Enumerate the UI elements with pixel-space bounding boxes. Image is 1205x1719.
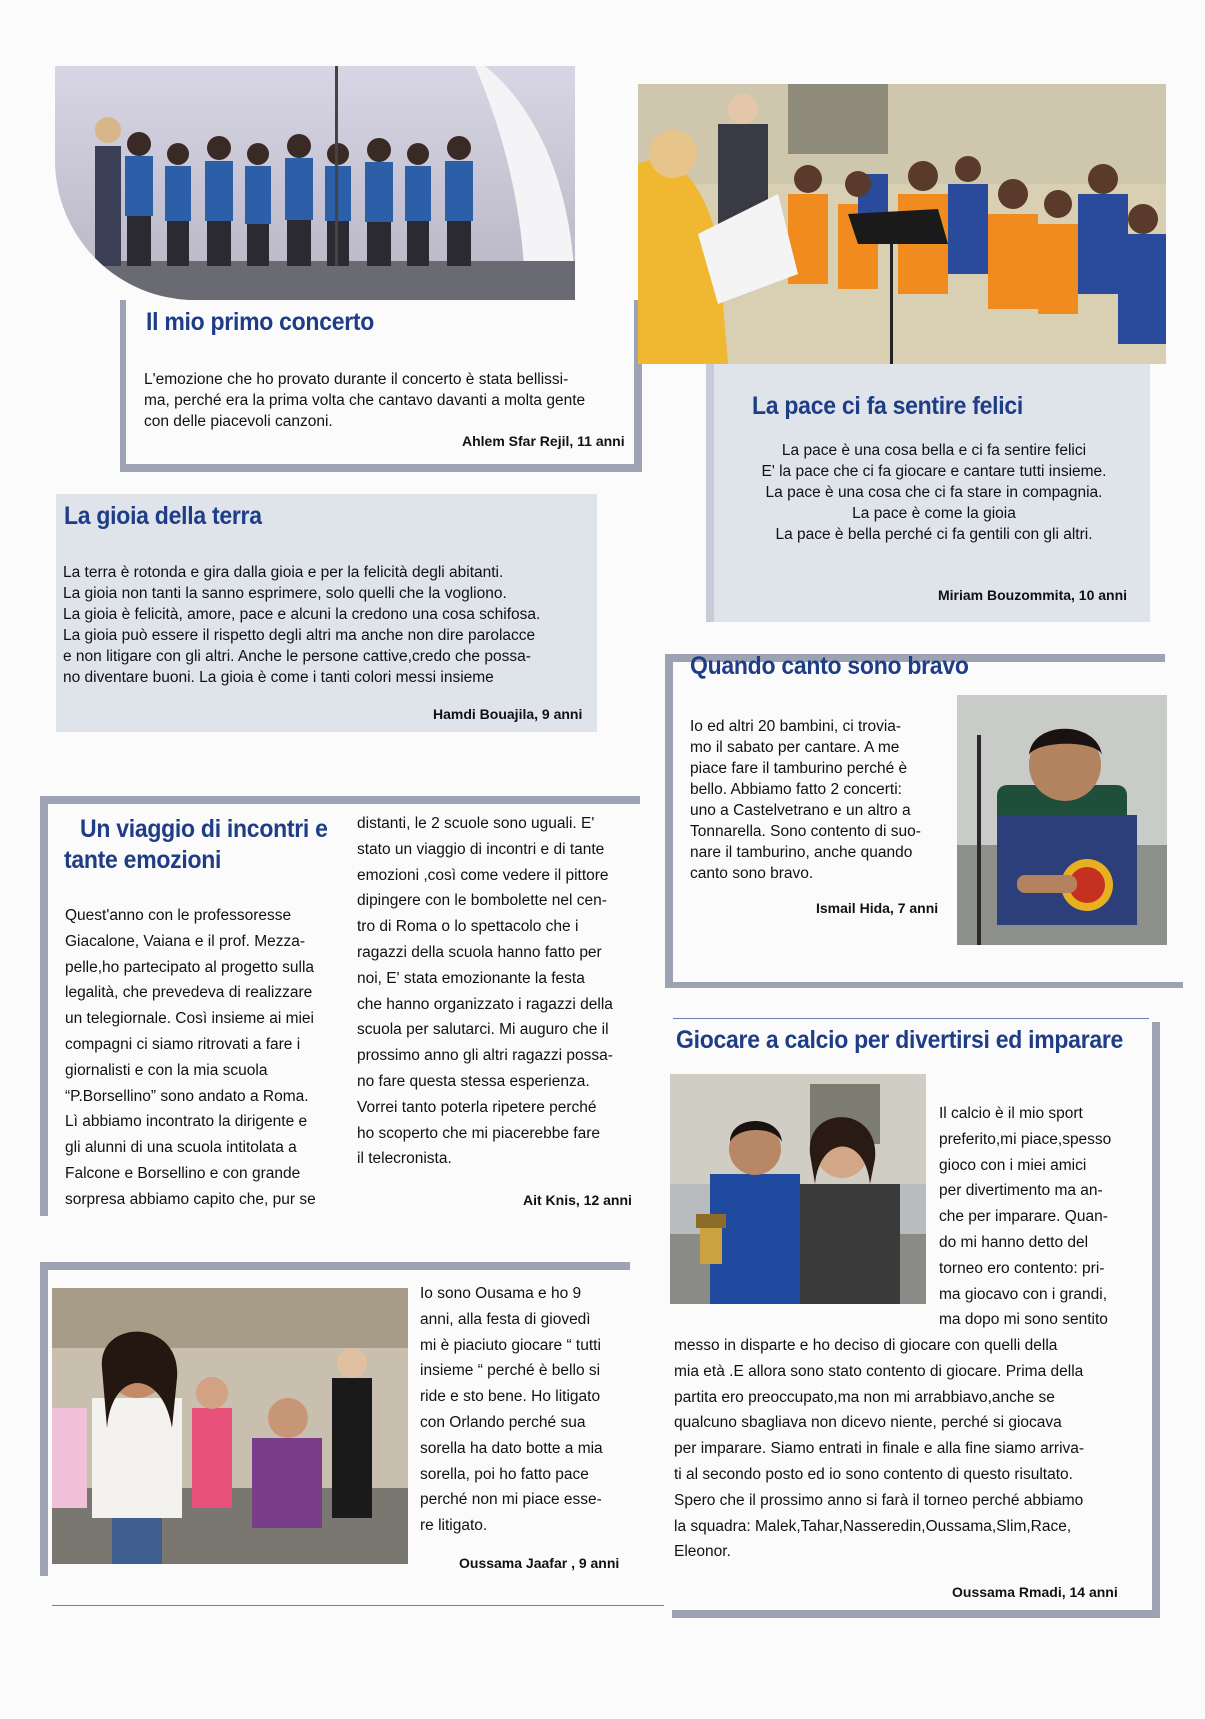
text-line: il telecronista. — [357, 1150, 452, 1168]
text-line: pelle,ho partecipato al progetto sulla — [65, 958, 315, 976]
text-line: Vorrei tanto poterla ripetere perché — [357, 1098, 597, 1116]
text-line: anni, alla festa di giovedì — [420, 1310, 591, 1328]
text-line: sorpresa abbiamo capito che, pur se — [65, 1190, 316, 1208]
text-line: E' la pace che ci fa giocare e cantare tutti insieme. — [761, 463, 1107, 480]
text-line: La gioia è felicità, amore, pace e alcuni la credono una cosa schifosa. — [63, 606, 541, 623]
text-line: ho scoperto che mi piacerebbe fare — [357, 1124, 600, 1142]
text-line: “P.Borsellino” sono andato a Roma. — [65, 1087, 309, 1105]
text-line: canto sono bravo. — [690, 865, 814, 882]
text-line: stato un viaggio di incontri e di tante — [357, 840, 605, 858]
text-line: Io ed altri 20 bambini, ci trovia- — [690, 718, 902, 735]
text-line: La pace è bella perché ci fa gentili con gli altri. — [775, 526, 1093, 543]
text-line: qualcuno sbagliava non dicevo niente, perché si giocava — [674, 1414, 1062, 1432]
article-canto-author: Ismail Hida, 7 anni — [816, 900, 939, 916]
text-line: L'emozione che ho provato durante il concerto è stata bellissi- — [144, 371, 569, 388]
text-line: torneo ero contento: pri- — [939, 1259, 1105, 1277]
text-line: per imparare. Siamo entrati in finale e alla fine siamo arriva- — [674, 1440, 1085, 1458]
article-viaggio-col1 — [65, 903, 347, 1213]
text-line: re litigato. — [420, 1517, 488, 1535]
text-line: ma giocavo con i grandi, — [939, 1285, 1108, 1303]
festa-children-photo — [52, 1288, 408, 1564]
text-line: La pace è come la gioia — [852, 505, 1016, 522]
text-line: partita ero preoccupato,ma non mi arrabbiavo,anche se — [674, 1388, 1055, 1406]
text-line: con Orlando perché sua — [420, 1413, 586, 1431]
article-viaggio-author: Ait Knis, 12 anni — [523, 1192, 632, 1208]
text-line: La pace è una cosa che ci fa stare in compagnia. — [765, 484, 1103, 501]
text-line: la squadra: Malek,Tahar,Nasseredin,Oussama,Slim,Race, — [674, 1517, 1072, 1535]
article-canto-bottom-line — [673, 982, 1183, 988]
text-line: Spero che il prossimo anno si farà il torneo perché abbiamo — [674, 1491, 1084, 1509]
article-viaggio-title-line1: Un viaggio di incontri e — [80, 815, 328, 843]
text-line: legalità, che prevedeva di realizzare — [65, 984, 313, 1002]
text-line: Io sono Ousama e ho 9 — [420, 1285, 582, 1302]
article-gioia-title: La gioia della terra — [64, 502, 262, 530]
text-line: sorella, poi ho fatto pace — [420, 1465, 589, 1483]
article-gioia-text — [63, 562, 593, 688]
article-concerto-title: Il mio primo concerto — [146, 308, 375, 336]
text-line: distanti, le 2 scuole sono uguali. E' — [357, 815, 595, 832]
text-line: no fare questa stessa esperienza. — [357, 1072, 590, 1090]
article-viaggio-heading — [64, 815, 360, 875]
article-canto-text — [690, 716, 960, 884]
text-line: nare il tamburino, anche quando — [690, 844, 913, 861]
text-line: no diventare buoni. La gioia è come i tanti colori messi insieme — [63, 669, 494, 686]
divider-line — [673, 1018, 1149, 1019]
concert-stage-photo — [55, 66, 575, 300]
text-line: noi, E' stata emozionante la festa — [357, 969, 585, 987]
text-line: e non litigare con gli altri. Anche le persone cattive,credo che possa- — [63, 648, 531, 665]
text-line: do mi hanno detto del — [939, 1233, 1089, 1251]
text-line: piace fare il tamburino perché è — [690, 760, 908, 777]
article-viaggio-title-line2: tante emozioni — [64, 846, 222, 874]
text-line: mia età .E allora sono stato contento di giocare. Prima della — [674, 1362, 1084, 1380]
text-line: dipingere con le bombolette nel cen- — [357, 892, 607, 910]
text-line: ti al secondo posto ed io sono contento di questo risultato. — [674, 1465, 1073, 1483]
text-line: ma dopo mi sono sentito — [939, 1311, 1108, 1329]
text-line: che per imparare. Quan- — [939, 1208, 1108, 1226]
text-line: emozioni ,così come vedere il pittore — [357, 866, 609, 884]
text-line: mo il sabato per cantare. A me — [690, 739, 900, 756]
text-line: bello. Abbiamo fatto 2 concerti: — [690, 781, 902, 798]
choir-rehearsal-photo — [638, 84, 1166, 364]
text-line: per divertimento ma an- — [939, 1182, 1103, 1200]
text-line: Falcone e Borsellino e con grande — [65, 1164, 301, 1182]
text-line: perché non mi piace esse- — [420, 1491, 602, 1509]
article-gioia-author: Hamdi Bouajila, 9 anni — [433, 706, 583, 722]
article-concerto-text — [144, 369, 634, 432]
text-line: Eleonor. — [674, 1543, 731, 1561]
article-viaggio-col2 — [357, 811, 637, 1172]
text-line: che hanno organizzato i ragazzi della — [357, 995, 613, 1013]
article-calcio-title: Giocare a calcio per divertirsi ed imparare — [676, 1026, 1124, 1054]
text-line: mi è piaciuto giocare “ tutti — [420, 1336, 601, 1354]
text-line: ride e sto bene. Ho litigato — [420, 1388, 601, 1406]
text-line: Tonnarella. Sono contento di suo- — [690, 823, 921, 840]
article-pace-author: Miriam Bouzommita, 10 anni — [938, 587, 1128, 603]
text-line: La terra è rotonda e gira dalla gioia e per la felicità degli abitanti. — [63, 564, 504, 581]
article-concerto-author: Ahlem Sfar Rejil, 11 anni — [462, 433, 625, 449]
text-line: giornalisti e con la mia scuola — [65, 1061, 268, 1079]
text-line: preferito,mi piace,spesso — [939, 1130, 1112, 1148]
text-line: ragazzi della scuola hanno fatto per — [357, 943, 602, 961]
text-line: La gioia non tanti la sanno esprimere, solo quelli che la vogliono. — [63, 585, 507, 602]
text-line: La pace è una cosa bella e ci fa sentire felici — [781, 442, 1087, 459]
article-calcio-author: Oussama Rmadi, 14 anni — [952, 1584, 1118, 1600]
article-calcio-full-text — [674, 1333, 1134, 1565]
text-line: prossimo anno gli altri ragazzi possa- — [357, 1047, 613, 1065]
text-line: sorella ha dato botte a mia — [420, 1439, 603, 1457]
text-line: Il calcio è il mio sport — [939, 1105, 1083, 1122]
text-line: compagni ci siamo ritrovati a fare i — [65, 1035, 301, 1053]
text-line: un telegiornale. Così insieme ai miei — [65, 1010, 314, 1028]
text-line: insieme “ perché è bello si — [420, 1362, 601, 1380]
boy-drum-photo — [957, 695, 1167, 945]
article-festa-author: Oussama Jaafar , 9 anni — [459, 1555, 620, 1571]
article-festa-text — [420, 1281, 626, 1539]
text-line: ma, perché era la prima volta che cantavo davanti a molta gente — [144, 392, 586, 409]
football-trophy-photo — [670, 1074, 926, 1304]
article-pace-text — [718, 440, 1150, 545]
text-line: Quest'anno con le professoresse — [65, 907, 292, 924]
text-line: con delle piacevoli canzoni. — [144, 413, 333, 430]
text-line: uno a Castelvetrano e un altro a — [690, 802, 911, 819]
text-line: Lì abbiamo incontrato la dirigente e — [65, 1113, 308, 1131]
footer-divider-line — [52, 1605, 664, 1606]
article-pace-title: La pace ci fa sentire felici — [752, 392, 1023, 420]
text-line: gli alunni di una scuola intitolata a — [65, 1139, 297, 1157]
text-line: La gioia può essere il rispetto degli altri ma anche non dire parolacce — [63, 627, 536, 644]
article-canto-title: Quando canto sono bravo — [690, 652, 969, 680]
article-pace-shadow — [706, 364, 714, 622]
text-line: tro di Roma o lo spettacolo che i — [357, 918, 579, 936]
text-line: gioco con i miei amici — [939, 1156, 1087, 1174]
text-line: Giacalone, Vaiana e il prof. Mezza- — [65, 932, 306, 950]
article-calcio-side-text — [939, 1101, 1144, 1333]
text-line: scuola per salutarci. Mi auguro che il — [357, 1021, 609, 1039]
text-line: messo in disparte e ho deciso di giocare con quelli della — [674, 1337, 1058, 1354]
